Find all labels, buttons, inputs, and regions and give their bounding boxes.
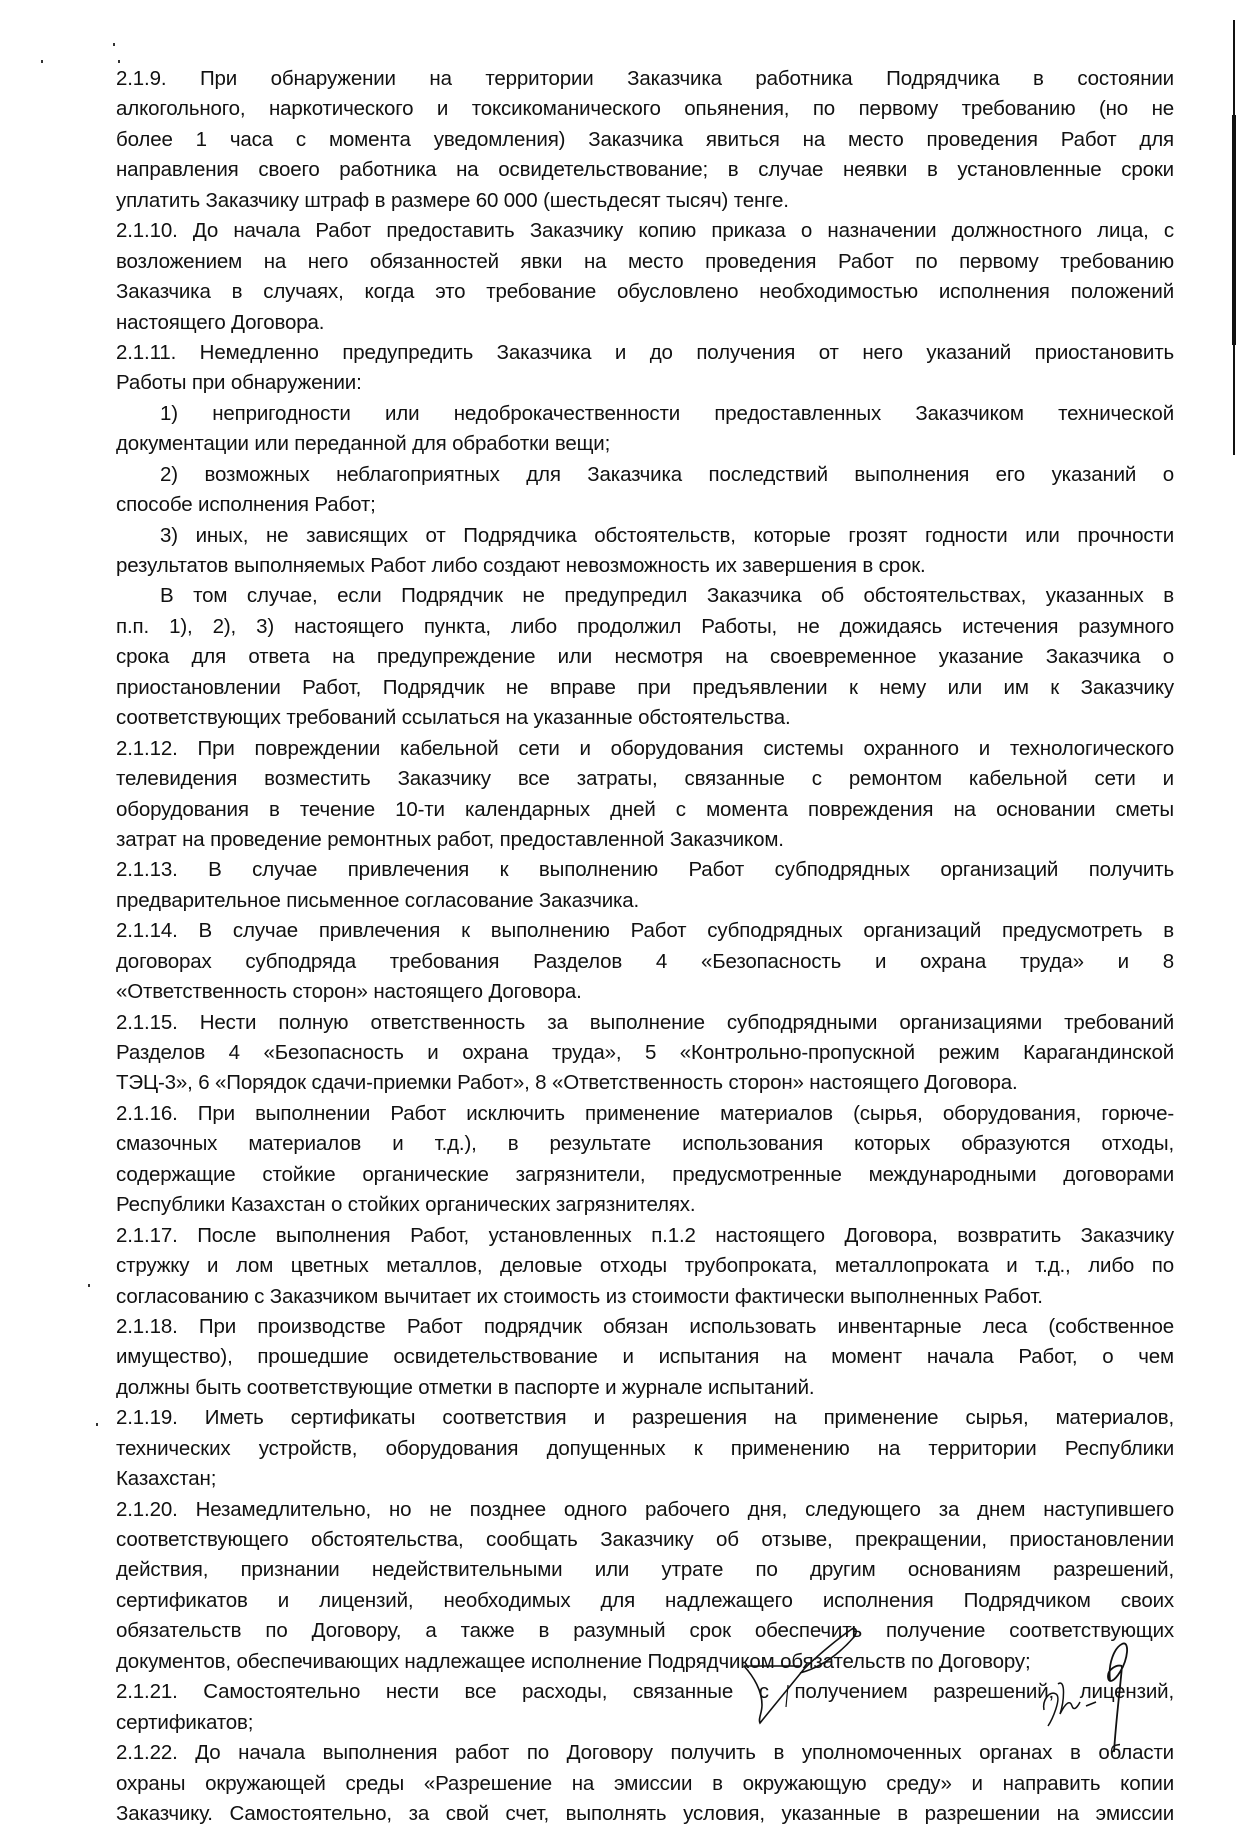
- document-line: Разделов 4 «Безопасность и охрана труда», 5 «Контрольно-пропускной режим Карагандинской: [116, 1041, 1174, 1064]
- document-line: 2.1.22. До начала выполнения работ по Договору получить в уполномоченных органах в области: [116, 1741, 1174, 1765]
- document-line: ТЭЦ-3», 6 «Порядок сдачи-приемки Работ», 8 «Ответственность сторон» настоящего Договора.: [116, 1071, 1018, 1095]
- document-line: документации или переданной для обработки вещи;: [116, 432, 611, 456]
- document-line: Казахстан;: [116, 1467, 217, 1491]
- document-line: стружку и лом цветных металлов, деловые отходы трубопроката, металлопроката и т.д., либо по: [116, 1254, 1174, 1278]
- document-line: Заказчику. Самостоятельно, за свой счет, выполнять условия, указанные в разрешении на эмиссии: [116, 1801, 1174, 1825]
- document-line: В том случае, если Подрядчик не предупредил Заказчика об обстоятельствах, указанных в: [160, 584, 1174, 608]
- document-line: «Ответственность сторон» настоящего Договора.: [116, 980, 582, 1004]
- document-line: Республики Казахстан о стойких органических загрязнителях.: [116, 1193, 696, 1217]
- document-line: способе исполнения Работ;: [116, 493, 376, 517]
- document-line: возложением на него обязанностей явки на место проведения Работ по первому требованию: [116, 249, 1174, 273]
- document-line: п.п. 1), 2), 3) настоящего пункта, либо продолжил Работы, не дожидаясь истечения разумного: [116, 614, 1174, 638]
- document-line: 2.1.15. Нести полную ответственность за выполнение субподрядными организациями требований: [116, 1010, 1174, 1034]
- document-line: 2.1.19. Иметь сертификаты соответствия и разрешения на применение сырья, материалов,: [116, 1406, 1174, 1430]
- scan-edge-line-thick: [1232, 115, 1236, 345]
- scan-speck: [88, 1284, 90, 1287]
- document-line: содержащие стойкие органические загрязнители, предусмотренные международными договорами: [116, 1162, 1174, 1186]
- document-line: действия, признании недействительными или утрате по другим основаниям разрешений,: [116, 1558, 1174, 1582]
- document-line: Заказчика в случаях, когда это требование обусловлено необходимостью исполнения положений: [116, 280, 1174, 304]
- document-line: 2.1.10. До начала Работ предоставить Заказчику копию приказа о назначении должностного лица, с: [116, 219, 1174, 243]
- document-line: сертификатов и лицензий, необходимых для надлежащего исполнения Подрядчиком своих: [116, 1588, 1174, 1612]
- document-line: срока для ответа на предупреждение или несмотря на своевременное указание Заказчика о: [116, 645, 1174, 669]
- document-line: результатов выполняемых Работ либо создают невозможность их завершения в срок.: [116, 554, 926, 577]
- document-line: обязательств по Договору, а также в разумный срок обеспечить получение соответствующих: [116, 1619, 1174, 1643]
- scan-speck: [96, 1423, 98, 1426]
- document-line: телевидения возместить Заказчику все затраты, связанные с ремонтом кабельной сети и: [116, 767, 1174, 791]
- document-line: имущество), прошедшие освидетельствование и испытания на момент начала Работ, о чем: [116, 1345, 1174, 1369]
- document-line: смазочных материалов и т.д.), в результате использования которых образуются отходы,: [116, 1132, 1174, 1156]
- document-line: 2.1.21. Самостоятельно нести все расходы, связанные с получением разрешений, лицензий,: [116, 1680, 1174, 1704]
- document-line: приостановлении Работ, Подрядчик не вправе при предъявлении к нему или им к Заказчику: [116, 675, 1174, 699]
- document-line: технических устройств, оборудования допущенных к применению на территории Республики: [116, 1436, 1174, 1460]
- document-line: согласованию с Заказчиком вычитает их стоимость из стоимости фактически выполненных Работ.: [116, 1284, 1043, 1308]
- document-line: 1) непригодности или недоброкачественности предоставленных Заказчиком технической: [160, 401, 1174, 425]
- document-line: 2.1.17. После выполнения Работ, установленных п.1.2 настоящего Договора, возвратить Заказчику: [116, 1223, 1174, 1247]
- document-body: [116, 64, 1174, 1829]
- scan-speck: [113, 43, 115, 46]
- document-line: 2.1.13. В случае привлечения к выполнению Работ субподрядных организаций получить: [116, 858, 1174, 882]
- document-line: более 1 часа с момента уведомления) Заказчика явиться на место проведения Работ для: [116, 127, 1174, 151]
- document-line: 2.1.11. Немедленно предупредить Заказчика и до получения от него указаний приостановить: [116, 340, 1174, 364]
- document-line: 2.1.9. При обнаружении на территории Заказчика работника Подрядчика в состоянии: [116, 67, 1174, 90]
- scan-speck: [41, 60, 43, 63]
- document-line: должны быть соответствующие отметки в паспорте и журнале испытаний.: [116, 1375, 815, 1399]
- document-line: направления своего работника на освидетельствование; в случае неявки в установленные сроки: [116, 158, 1174, 182]
- document-line: 2) возможных неблагоприятных для Заказчика последствий выполнения его указаний о: [160, 462, 1174, 486]
- document-line: соответствующих требований ссылаться на указанные обстоятельства.: [116, 706, 791, 730]
- document-line: 2.1.18. При производстве Работ подрядчик обязан использовать инвентарные леса (собственное: [116, 1314, 1174, 1338]
- document-line: предварительное письменное согласование Заказчика.: [116, 888, 640, 912]
- document-line: уплатить Заказчику штраф в размере 60 000 (шестьдесят тысяч) тенге.: [116, 188, 789, 212]
- document-line: 3) иных, не зависящих от Подрядчика обстоятельств, которые грозят годности или прочности: [160, 523, 1174, 547]
- signature-left: [740, 1625, 880, 1745]
- document-line: сертификатов;: [116, 1710, 254, 1734]
- document-line: договорах субподряда требования Разделов 4 «Безопасность и охрана труда» и 8: [116, 949, 1174, 973]
- document-line: алкогольного, наркотического и токсикоманического опьянения, по первому требованию (но не: [116, 97, 1174, 121]
- document-line: документов, обеспечивающих надлежащее исполнение Подрядчиком обязательств по Договору;: [116, 1649, 1031, 1673]
- document-line: 2.1.20. Незамедлительно, но не позднее одного рабочего дня, следующего за днем наступившего: [116, 1497, 1174, 1521]
- document-line: 2.1.16. При выполнении Работ исключить применение материалов (сырья, оборудования, горюче-: [116, 1101, 1174, 1125]
- document-line: 2.1.12. При повреждении кабельной сети и оборудования системы охранного и технологического: [116, 736, 1174, 760]
- document-line: охраны окружающей среды «Разрешение на эмиссии в окружающую среду» и направить копии: [116, 1771, 1174, 1795]
- signature-right: [1040, 1640, 1160, 1754]
- document-line: затрат на проведение ремонтных работ, предоставленной Заказчиком.: [116, 827, 784, 851]
- document-line: Работы при обнаружении:: [116, 371, 362, 395]
- document-line: настоящего Договора.: [116, 310, 325, 334]
- scan-speck: [118, 60, 120, 63]
- document-line: оборудования в течение 10-ти календарных дней с момента повреждения на основании сметы: [116, 797, 1174, 821]
- document-line: соответствующего обстоятельства, сообщать Заказчику об отзыве, прекращении, приостановлении: [116, 1528, 1174, 1551]
- document-line: 2.1.14. В случае привлечения к выполнению Работ субподрядных организаций предусмотреть в: [116, 919, 1174, 943]
